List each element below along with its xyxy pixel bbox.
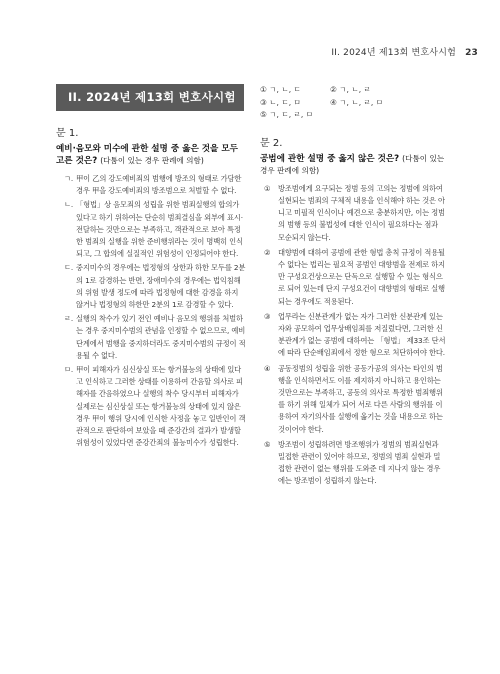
running-title: II. 2024년 제13회 변호사시험 (331, 48, 456, 58)
left-column (56, 124, 246, 451)
item-marker: ㄱ. (64, 174, 74, 183)
question-2-answers (260, 183, 446, 488)
section-banner: II. 2024년 제13회 변호사시험 (56, 84, 244, 111)
list-item (64, 262, 246, 311)
question-1-options (260, 84, 446, 122)
list-item (64, 364, 246, 449)
answer-option[interactable] (264, 439, 446, 488)
option[interactable]: ③ ㄴ, ㄷ, ㅁ (260, 97, 301, 107)
item-text: 중지미수의 경우에는 법정형의 상한과 하한 모두를 2분의 1로 감경하는 반면, 장애미수의 경우에는 법익침해의 위험 발생 정도에 따라 법정형에 대한 감경을 하지 않거나 법정형의 하한만 2분의 1로 감경할 수 있다. (76, 263, 246, 310)
option[interactable]: ⑤ ㄱ, ㄷ, ㄹ, ㅁ (260, 110, 314, 120)
answer-option[interactable] (264, 311, 446, 360)
question-1-number: 문 1. (56, 128, 79, 139)
question-2-note: (다툼이 있는 경우 판례에 의함) (260, 153, 445, 175)
list-item (64, 199, 246, 260)
answer-marker: ① (264, 183, 271, 193)
option-row (260, 97, 446, 110)
answer-text: 방조범에게 요구되는 정범 등의 고의는 정범에 의하여 실현되는 범죄의 구체적 내용을 인식해야 하는 것은 아니고 미필적 인식이나 예견으로 충분하지만, 이는 정범의 범행 등의 불법성에 대한 인식이 필요하다는 점과 모순되지 않는다. (278, 183, 445, 242)
option[interactable]: ② ㄱ, ㄴ, ㄹ (330, 85, 371, 94)
item-text: 甲이 乙의 강도예비죄의 범행에 방조의 형태로 가담한 경우 甲을 강도예비죄의 방조범으로 처벌할 수 없다. (76, 174, 242, 196)
answer-option[interactable] (264, 247, 446, 308)
answer-option[interactable] (264, 363, 446, 436)
answer-text: 업무라는 신분관계가 없는 자가 그러한 신분관계 있는 자와 공모하여 업무상배임죄를 저질렀다면, 그러한 신분관계가 없는 공범에 대하여는 「형법」 제33조 단서에 따라 단순배임죄에서 정한 형으로 처단하여야 한다. (278, 311, 446, 358)
question-1-note: (다툼이 있는 경우 판례에 의함) (100, 156, 204, 165)
answer-marker: ② (264, 247, 271, 257)
option-row (260, 109, 446, 122)
answer-option[interactable] (264, 183, 446, 244)
item-marker: ㄹ. (64, 314, 74, 324)
answer-marker: ⑤ (264, 439, 271, 449)
right-column (260, 84, 446, 491)
question-2-text (260, 153, 446, 177)
list-item (64, 173, 246, 197)
item-marker: ㅁ. (64, 365, 74, 375)
question-1-stem: 예비·음모와 미수에 관한 설명 중 옳은 것을 모두 고른 것은? (56, 144, 238, 166)
question-1-text (56, 143, 246, 167)
answer-text: 방조범이 성립하려면 방조행위가 정범의 범죄실현과 밀접한 관련이 있어야 하므로, 정범의 범죄 실현과 밀접한 관련이 없는 행위를 도와준 데 지나지 않는 경우에는 방조범이 성립하지 않는다. (278, 439, 441, 486)
question-2-number: 문 2. (260, 137, 283, 149)
page-header (331, 45, 478, 58)
answer-marker: ③ (264, 311, 271, 321)
page-number: 23 (465, 48, 478, 58)
item-text: 「형법」상 음모죄의 성립을 위한 범죄실행의 합의가 있다고 하기 위하여는 단순히 범죄결심을 외부에 표시·전달하는 것만으로는 부족하고, 객관적으로 보아 특정한 범죄의 실행을 위한 준비행위라는 것이 명백히 인식되고, 그 합의에 실질적인 위험성이 인정되어야 한다. (76, 200, 243, 259)
item-text: 甲이 피해자가 심신상실 또는 항거불능의 상태에 있다고 인식하고 그러한 상태를 이용하여 간음할 의사로 피해자를 간음하였으나 실행의 착수 당시부터 피해자가 실제로는 심신상실 또는 항거불능의 상태에 있지 않은 경우 甲이 행위 당시에 인식한 사정을 놓고 일반인이 객관적으로 판단하여 보았을 때 준강간의 결과가 발생할 위험성이 있었다면 준강간죄의 불능미수가 성립한다. (76, 365, 246, 448)
option-row (260, 84, 446, 97)
answer-text: 공동정범의 성립을 위한 공동가공의 의사는 타인의 범행을 인식하면서도 이를 제지하지 아니하고 용인하는 것만으로는 부족하고, 공동의 의사로 특정한 범죄행위를 하기 위해 일체가 되어 서로 다른 사람의 행위를 이용하여 자기의사를 실행에 옮기는 것을 내용으로 하는 것이어야 한다. (278, 363, 443, 434)
question-2-stem: 공범에 관한 설명 중 옳지 않은 것은? (260, 153, 400, 164)
question-1-items (56, 173, 246, 449)
item-marker: ㄴ. (64, 200, 74, 210)
list-item (64, 313, 246, 362)
item-text: 실행의 착수가 있기 전인 예비나 음모의 행위를 처벌하는 경우 중지미수범의 관념을 인정할 수 없으므로, 예비단계에서 범행을 중지하더라도 중지미수범의 규정이 적용될 수 없다. (76, 314, 246, 360)
answer-marker: ④ (264, 363, 271, 373)
answer-text: 대향범에 대하여 공범에 관한 형법 총칙 규정이 적용될 수 없다는 법리는 필요적 공범인 대향범을 전제로 하지만 구성요건상으로는 단독으로 실행할 수 있는 형식으로 되어 있는데 단지 구성요건이 대향범의 형태로 실행되는 경우에도 적용된다. (278, 247, 445, 306)
option[interactable]: ① ㄱ, ㄴ, ㄷ (260, 85, 301, 94)
option[interactable]: ④ ㄱ, ㄴ, ㄹ, ㅁ (330, 97, 384, 107)
item-marker: ㄷ. (64, 263, 74, 273)
